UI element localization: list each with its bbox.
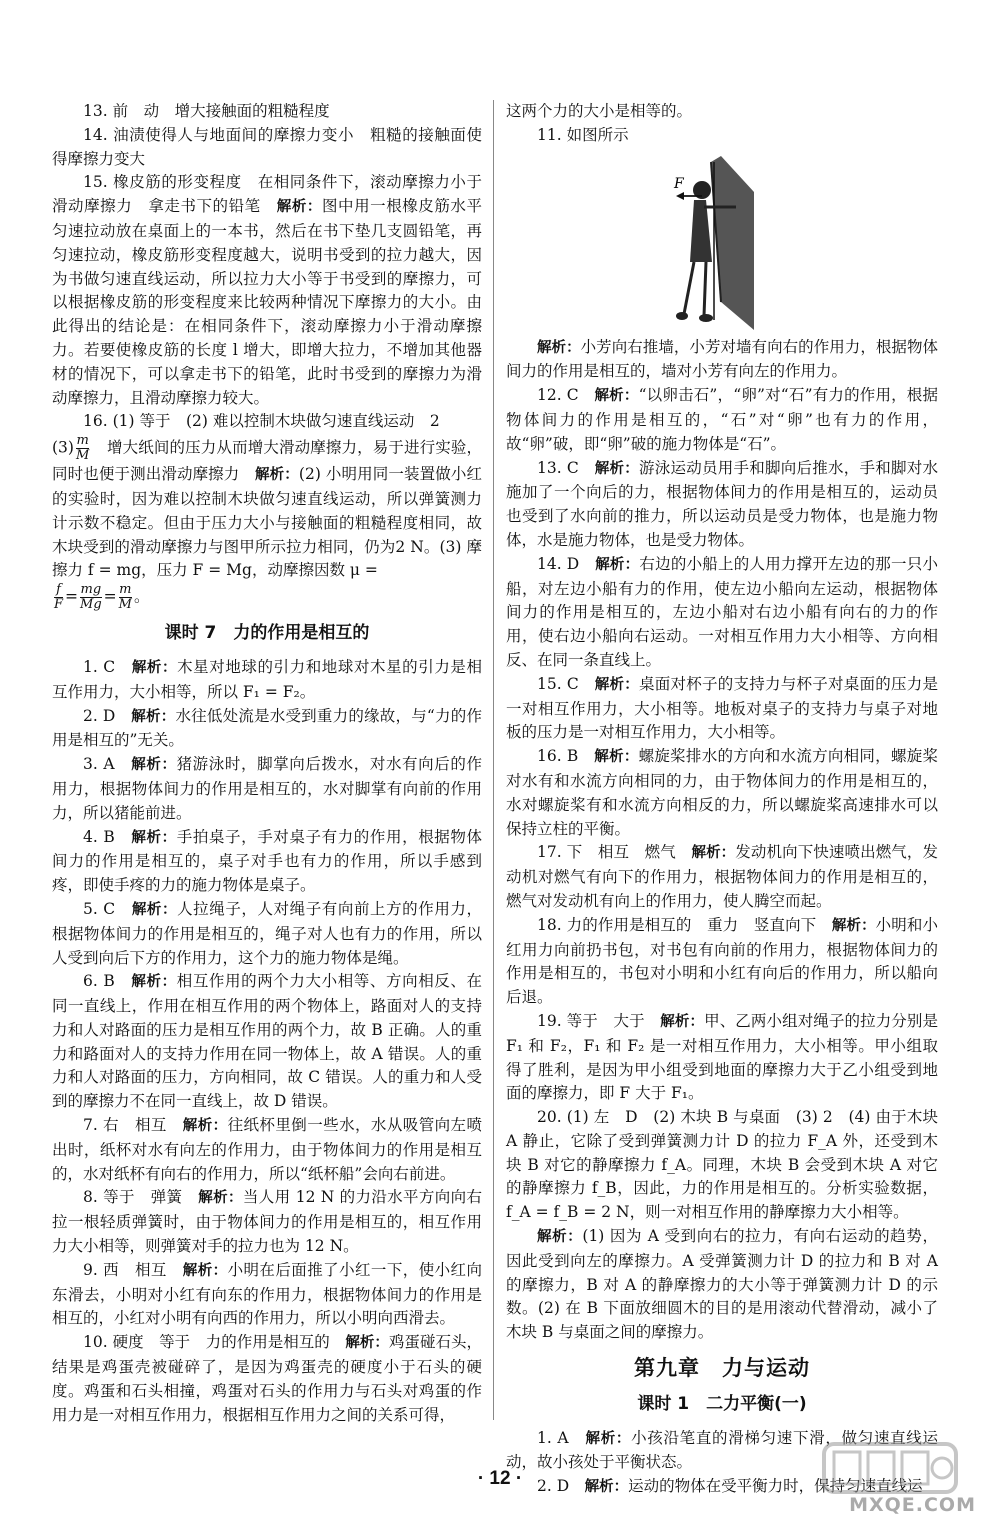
girl-body <box>690 200 712 262</box>
answer-s6: 6. B 解析：相互作用的两个力大小相等、方向相反、在同一直线上，作用在相互作用的两个物体上，路面对人的支持力和人对路面的压力是相互作用的两个力，故 B 正确。人的重力和路面对人的支持力作用在同一物体上，故 A 错误。人的重力和人对路面的压力，方向相同，故 C 错误。人的重力和人受到的摩擦力不在同一直线上，故 D 错误。 <box>52 972 482 1111</box>
chapter-title-9: 第九章 力与运动 <box>634 1356 810 1381</box>
column-divider <box>493 100 494 1420</box>
figure-girl-pushing-wall <box>506 152 938 330</box>
answer-s11: 11. 如图所示 <box>537 125 629 144</box>
answer-s16: 16. B 解析：螺旋桨排水的方向和水流方向相同，螺旋桨对水有和水流方向相同的力，由于物体间力的作用是相互的，水对螺旋桨有和水流方向相反的力，所以螺旋桨高速排水可以保持立柱的平衡。 <box>506 747 938 838</box>
answer-s9: 9. 西 相互 解析：小明在后面推了小红一下，使小红向东滑去，小明对小红有向东的作用力，根据物体间力的作用是相互的，小红对小明有向西的作用力，所以小明向西滑去。 <box>52 1260 482 1328</box>
answer-s11-explanation: 解析：小芳向右推墙，小芳对墙有向右的作用力，根据物体间力的作用是相互的，墙对小芳有向左的作用力。 <box>506 337 938 381</box>
answer-s3: 3. A 解析：猪游泳时，脚掌向后拨水，对水有向后的作用力，根据物体间力的作用是相互的，水对脚掌有向前的作用力，所以猪能前进。 <box>52 755 482 822</box>
answer-16: 16. (1) 等于 (2) 难以控制木块做匀速直线运动 2 <box>83 412 440 431</box>
answer-c1: 1. A 解析：小孩沿笔直的滑梯匀速下滑，做匀速直线运动，故小孩处于平衡状态。 <box>506 1428 938 1472</box>
answer-s13: 13. C 解析：游泳运动员用手和脚向后推水，手和脚对水施加了一个向后的力，根据物体间力的作用是相互的，运动员也受到了水向前的推力，所以运动员是受力物体，也是施力物体，水是施力物体，也是受力物体。 <box>506 458 939 549</box>
answer-s7: 7. 右 相互 解析：往纸杯里倒一些水，水从吸管向左喷出时，纸杯对水有向左的作用力，由于物体间力的作用是相互的，水对纸杯有向右的作用力，所以“纸杯船”会向右前进。 <box>52 1116 482 1183</box>
answer-15: 15. 橡皮筋的形变程度 在相同条件下，滚动摩擦力小于滑动摩擦力 拿走书下的铅笔 解析：图中用一根橡皮筋水平匀速拉动放在桌面上的一本书，然后在书下垫几支圆铅笔，再匀速拉动，橡皮筋形变程度越大，说明书受到的拉力越大，因为书做匀速直线运动，所以拉力大小等于书受到的摩擦力，可以根据橡皮筋的形变程度来比较两种情况下摩擦力的大小。由此得出的结论是：在相同条件下，滚动摩擦力小于滑动摩擦力。若要使橡皮筋的长度 l 增大，即增大拉力，不增加其他器材的情况下，可以拿走书下的铅笔，此时书受到的摩擦力为滑动摩擦力，且滑动摩擦力较大。 <box>52 173 482 407</box>
answer-s18: 18. 力的作用是相互的 重力 竖直向下 解析：小明和小红用力向前扔书包，对书包有向前的作用力，根据物体间力的作用是相互的，书包对小明和小红有向后的作用力，所以船向后退。 <box>506 915 938 1007</box>
answer-s14: 14. D 解析：右边的小船上的人用力撑开左边的那一只小船，对左边小船有力的作用，使左边小船向左运动，根据物体间力的作用是相互的，左边小船对右边小船有向右的力的作用，使右边小船向右运动。一对相互作用力大小相等、方向相反、在同一条直线上。 <box>506 554 938 669</box>
answer-s10: 10. 硬度 等于 力的作用是相互的 解析：鸡蛋碰石头，结果是鸡蛋壳被碰碎了，是因为鸡蛋壳的硬度小于石头的硬度。鸡蛋和石头相撞，鸡蛋对石头的作用力与石头对鸡蛋的作用力是一对相互作用力，根据相互作用力之间的关系可得， <box>52 1333 482 1424</box>
section-title-lesson-7: 课时 7 力的作用是相互的 <box>164 623 370 644</box>
answer-s19: 19. 等于 大于 解析：甲、乙两小组对绳子的拉力分别是 F₁ 和 F₂，F₁ 和 F₂ 是一对相互作用力，大小相等。甲小组取得了胜利，是因为甲小组受到地面的摩擦力大于乙小组受到地面的摩擦力，即 F 大于 F₁。 <box>506 1011 939 1103</box>
answer-s4: 4. B 解析：手拍桌子，手对桌子有力的作用，根据物体间力的作用是相互的，桌子对手也有力的作用，所以手感到疼，即使手疼的力的施力物体是桌子。 <box>52 827 482 895</box>
girl-pushing-wall-illustration <box>506 152 938 330</box>
right-column <box>506 100 938 1500</box>
answer-s8: 8. 等于 弹簧 解析：当人用 12 N 的力沿水平方向向右拉一根轻质弹簧时，由于物体间力的作用是相互的，相互作用力大小相等，则弹簧对手的拉力也为 12 N。 <box>52 1188 482 1256</box>
answer-s12: 12. C 解析：“以卵击石”，“卵”对“石”有力的作用，根据物体间力的作用是相互的，“石”对“卵”也有力的作用，故“卵”破，即“卵”破的施力物体是“石”。 <box>506 386 938 453</box>
watermark-text: MXQE.COM <box>849 1494 976 1516</box>
answer-14: 14. 油渍使得人与地面间的摩擦力变小 粗糙的接触面使得摩擦力变大 <box>52 125 482 168</box>
answer-s1: 1. C 解析：木星对地球的引力和地球对木星的引力是相互作用力，大小相等，所以 F₁ = F₂。 <box>52 657 482 701</box>
answer-16-part3: (3) $\frac{m}{M}$ 增大纸间的压力从而增大滑动摩擦力，易于进行实验，同时也便于测出滑动摩擦力 解析：(2) 小明用同一装置做小红的实验时，因为难以控制木块做匀速直线运动，所以弹簧测力计示数不稳定。但由于压力大小与接触面的粗糙程度相同，故木块受到的滑动摩擦力与图甲所示拉力相同，仍为2 N。(3) 摩擦力 f = mg，压力 F = Mg，动摩擦因数 μ = <box>52 433 482 580</box>
answer-16-formula: $\frac{f}{F}$ = $\frac{mg}{Mg}$ = $\frac{m}{M}$ 。 <box>54 582 150 613</box>
answer-c2: 2. D 解析：运动的物体在受平衡力时，保持匀速直线运 <box>537 1477 923 1496</box>
answer-s10-continued: 这两个力的大小是相等的。 <box>506 102 693 120</box>
answer-13: 13. 前 动 增大接触面的粗糙程度 <box>83 102 330 120</box>
answer-s17: 17. 下 相互 燃气 解析：发动机向下快速喷出燃气，发动机对燃气有向下的作用力，根据物体间力的作用是相互的，燃气对发动机有向上的作用力，使人腾空而起。 <box>506 843 938 910</box>
answer-s2: 2. D 解析：水往低处流是水受到重力的缘故，与“力的作用是相互的”无关。 <box>52 706 482 750</box>
force-label-f: F <box>674 175 684 192</box>
answer-s5: 5. C 解析：人拉绳子，人对绳子有向前上方的作用力，根据物体间力的作用是相互的，绳子对人也有力的作用，所以人受到向后下方的作用力，这个力的施力物体是绳。 <box>52 899 482 967</box>
answer-s20-explanation: 解析：(1) 因为 A 受到向右的拉力，有向右运动的趋势，因此受到向左的摩擦力。A 受弹簧测力计 D 的拉力和 B 对 A 的摩擦力，B 对 A 的静摩擦力的大小等于弹簧测力计 D 的示数。(2) 在 B 下面放细圆木的目的是用滚动代替滑动，减小了木块 B 与桌面之间的摩擦力。 <box>506 1227 939 1342</box>
fraction-m-over-M: $\frac{m}{M}$ <box>75 433 90 464</box>
answer-s15: 15. C 解析：桌面对杯子的支持力与杯子对桌面的压力是一对相互作用力，大小相等。地板对桌子的支持力与桌子对地板的压力是一对相互作用力，大小相等。 <box>506 674 939 742</box>
answer-s20: 20. (1) 左 D (2) 木块 B 与桌面 (3) 2 (4) 由于木块 A 静止，它除了受到弹簧测力计 D 的拉力 F_A 外，还受到木块 B 对它的静摩擦力 f_A。同理，木块 B 会受到木块 A 对它的静摩擦力 f_B，因此，力的作用是相互的。分析实验数据，f_A = f_B = 2 N，则一对相互作用的静摩擦力大小相等。 <box>506 1108 938 1222</box>
page-number: · 12 · <box>477 1468 523 1489</box>
section-title-lesson-1: 课时 1 二力平衡(一) <box>637 1393 807 1414</box>
left-column <box>52 100 482 1427</box>
